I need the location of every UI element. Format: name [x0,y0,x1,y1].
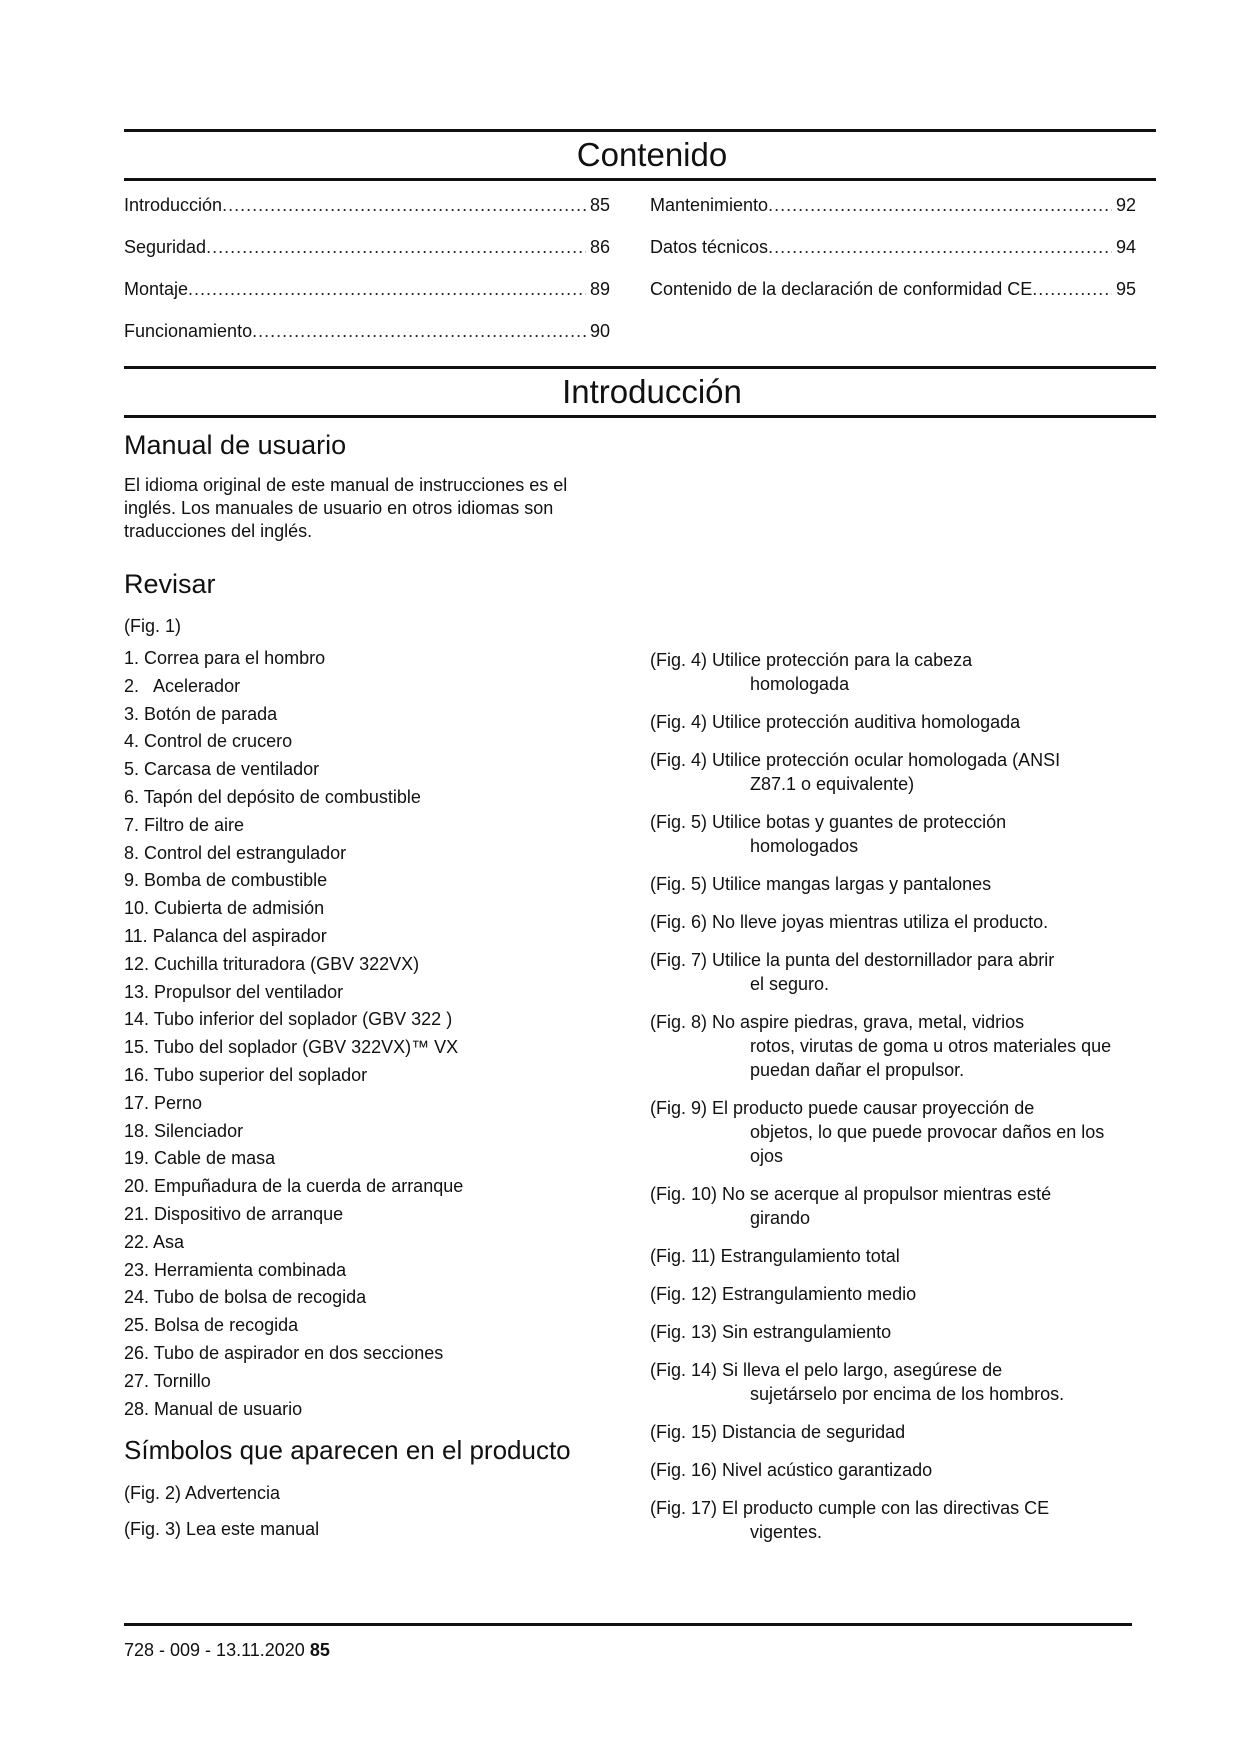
footer-rule [124,1623,1132,1626]
toc-left-column [124,184,610,352]
list-item: (Fig. 4) Utilice protección ocular homologada (ANSI Z87.1 o equivalente) [650,750,1061,794]
toc-entry-page: 90 [589,321,610,341]
list-item: (Fig. 15) Distancia de seguridad [650,1422,906,1442]
toc-entry-page: 85 [589,195,610,215]
list-item: 5. Carcasa de ventilador [124,759,320,780]
list-item: 14. Tubo inferior del soplador (GBV 322 ) [124,1009,453,1030]
toc-entry-label: Mantenimiento [650,195,769,215]
symbols-list [650,648,1140,1544]
list-item: (Fig. 5) Utilice mangas largas y pantalones [650,874,992,894]
left-column [124,428,624,1542]
toc-right-column [650,184,1136,310]
toc-entry-label: Introducción [124,195,223,215]
list-item: (Fig. 11) Estrangulamiento total [650,1246,900,1266]
list-item: 19. Cable de masa [124,1148,276,1169]
parts-list [124,645,624,1423]
list-item: 25. Bolsa de recogida [124,1315,299,1336]
intro-title: Introducción [562,373,742,410]
toc-entry[interactable] [650,184,1136,226]
list-item: 4. Control de crucero [124,731,293,752]
list-item: 7. Filtro de aire [124,814,245,835]
list-item: 3. Botón de parada [124,703,278,724]
list-item: 15. Tubo del soplador (GBV 322VX)™ VX [124,1037,459,1058]
toc-entry[interactable] [124,310,610,352]
list-item: 10. Cubierta de admisión [124,898,325,919]
list-item: (Fig. 14) Si lleva el pelo largo, asegúrese de sujetárselo por encima de los hombros. [650,1360,1065,1404]
list-item: 13. Propulsor del ventilador [124,981,344,1002]
list-item: 16. Tubo superior del soplador [124,1064,368,1085]
revisar-heading: Revisar [124,569,216,599]
revisar-fig-ref: (Fig. 1) [124,616,182,636]
list-item: 2. Acelerador [124,675,241,696]
right-column [650,648,1140,1558]
toc-entry[interactable] [650,226,1136,268]
list-item: 8. Control del estrangulador [124,842,347,863]
list-item: (Fig. 5) Utilice botas y guantes de protección homologados [650,812,1007,856]
list-item: 23. Herramienta combinada [124,1259,347,1280]
footer-doc-ref: 728 - 009 - 13.11.2020 [124,1640,305,1660]
footer-page-number: 85 [309,1640,330,1660]
toc-entry-page: 94 [1115,237,1136,257]
contents-heading-bar [124,129,1156,181]
list-item: (Fig. 7) Utilice la punta del destornillador para abrir el seguro. [650,950,1055,994]
list-item: (Fig. 4) Utilice protección auditiva homologada [650,712,1021,732]
list-item: 20. Empuñadura de la cuerda de arranque [124,1176,464,1197]
list-item: 9. Bomba de combustible [124,870,328,891]
toc-entry[interactable] [124,184,610,226]
list-item: 6. Tapón del depósito de combustible [124,786,421,807]
list-item: (Fig. 17) El producto cumple con las directivas CE vigentes. [650,1498,1050,1542]
manual-heading: Manual de usuario [124,430,347,460]
toc-entry[interactable] [124,268,610,310]
symbol-fig3: (Fig. 3) Lea este manual [124,1519,320,1540]
list-item: 11. Palanca del aspirador [124,925,327,946]
toc-entry-label: Funcionamiento [124,321,253,341]
toc-entry[interactable] [124,226,610,268]
list-item: 24. Tubo de bolsa de recogida [124,1287,367,1308]
list-item: (Fig. 16) Nivel acústico garantizado [650,1460,933,1480]
toc-entry[interactable] [650,268,1136,310]
list-item: 22. Asa [124,1231,185,1252]
list-item: (Fig. 10) No se acerque al propulsor mientras esté girando [650,1184,1052,1228]
list-item: 27. Tornillo [124,1370,211,1391]
toc-entry-page: 92 [1115,195,1136,215]
toc-entry-label: Contenido de la declaración de conformidad CE [650,279,1033,299]
list-item: 1. Correa para el hombro [124,648,326,668]
toc-entry-label: Montaje [124,279,189,299]
list-item: (Fig. 12) Estrangulamiento medio [650,1284,917,1304]
list-item: 21. Dispositivo de arranque [124,1203,344,1224]
list-item: 28. Manual de usuario [124,1398,303,1419]
toc-entry-label: Datos técnicos [650,237,769,257]
list-item: 12. Cuchilla trituradora (GBV 322VX) [124,953,420,974]
list-item: 18. Silenciador [124,1120,244,1141]
contents-title: Contenido [576,136,728,173]
list-item: (Fig. 13) Sin estrangulamiento [650,1322,892,1342]
list-item: (Fig. 8) No aspire piedras, grava, metal, vidrios rotos, virutas de goma u otros materiales que puedan dañar el propulsor. [650,1012,1112,1080]
toc-entry-label: Seguridad [124,237,207,257]
toc-entry-page: 86 [589,237,610,257]
list-item: 17. Perno [124,1092,203,1113]
toc-entry-page: 89 [589,279,610,299]
toc-entry-page: 95 [1115,279,1136,299]
list-item: 26. Tubo de aspirador en dos secciones [124,1342,444,1363]
symbol-fig2: (Fig. 2) Advertencia [124,1483,281,1504]
manual-text: El idioma original de este manual de instrucciones es el inglés. Los manuales de usuario en otros idiomas son traducciones del inglés. [124,475,568,541]
intro-heading-bar [124,366,1156,418]
list-item: (Fig. 9) El producto puede causar proyección de objetos, lo que puede provocar daños en los ojos [650,1098,1105,1166]
page-footer [124,1640,330,1661]
list-item: (Fig. 6) No lleve joyas mientras utiliza el producto. [650,912,1049,932]
list-item: (Fig. 4) Utilice protección para la cabeza homologada [650,650,973,694]
symbols-heading: Símbolos que aparecen en el producto [124,1435,571,1466]
